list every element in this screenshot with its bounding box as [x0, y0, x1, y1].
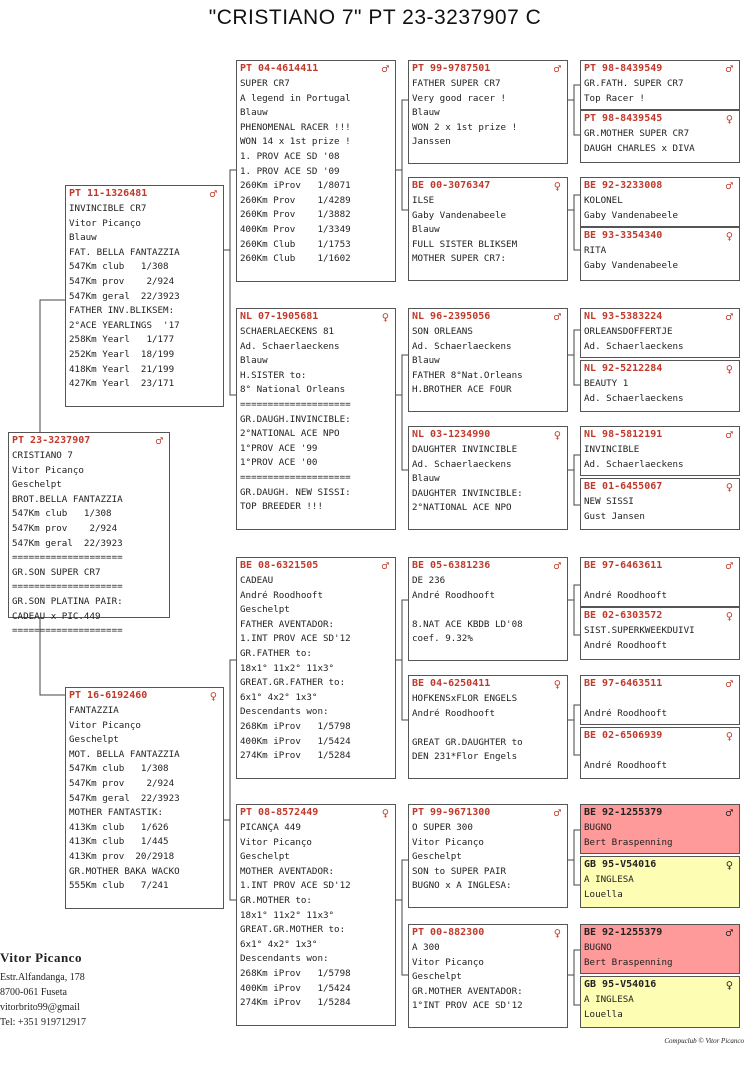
pedigree-card-g11	[580, 675, 740, 725]
ring-number-text: PT 98-8439545	[584, 113, 663, 124]
ring-number	[412, 805, 564, 821]
card-line: 400Km Prov 1/3349	[240, 223, 351, 235]
card-line: Gust Jansen	[584, 510, 645, 522]
pedigree-card-g10	[580, 607, 740, 660]
female-symbol-icon: ♀	[553, 428, 561, 442]
ring-number-text: BE 08-6321505	[240, 560, 319, 571]
card-line: HOFKENSxFLOR ENGELS	[412, 693, 518, 704]
pedigree-card-sire	[65, 185, 224, 407]
card-line: Geschelpt	[69, 734, 119, 746]
card-line: Ad. Schaerlaeckens	[584, 458, 684, 470]
ring-number	[412, 309, 564, 325]
card-line: 260Km Club 1/1602	[240, 253, 351, 265]
pedigree-card-g9	[580, 557, 740, 607]
card-line: PICANÇA 449	[240, 822, 301, 833]
pedigree-card-dd	[236, 804, 396, 1026]
card-line: GREAT GR.DAUGHTER to	[412, 736, 523, 748]
card-line: 6x1° 4x2° 1x3°	[240, 938, 318, 950]
card-line: GR.MOTHER BAKA WACKO	[69, 865, 180, 877]
card-line: 547Km club 1/308	[12, 508, 112, 520]
card-line: Blauw	[69, 232, 97, 244]
card-line: Geschelpt	[240, 604, 290, 616]
ring-number-text: PT 04-4614411	[240, 63, 319, 74]
card-line: 400Km iProv 1/5424	[240, 982, 351, 994]
card-line: GR.MOTHER AVENTADOR:	[412, 985, 523, 997]
card-line: CADEAU	[240, 575, 274, 586]
ring-number	[412, 178, 564, 194]
card-line: Vitor Picanço	[12, 464, 84, 476]
ring-number	[584, 728, 736, 744]
card-line: Descendants won:	[240, 953, 329, 965]
pedigree-card-subject	[8, 432, 170, 637]
female-symbol-icon: ♀	[209, 689, 217, 703]
pedigree-card-dss	[408, 557, 568, 661]
ring-number	[69, 688, 220, 704]
pedigree-card-g14	[580, 856, 740, 908]
card-line: KOLONEL	[584, 195, 623, 206]
owner-postal: 8700-061 Fuseta	[0, 987, 67, 998]
card-line: GREAT.GR.FATHER to:	[240, 677, 346, 689]
pedigree-card-ds	[236, 557, 396, 779]
card-line: 547Km club 1/308	[69, 261, 169, 273]
card-line: 1. PROV ACE SD '08	[240, 150, 340, 162]
card-line: MOTHER FANTASTIK:	[69, 807, 164, 819]
card-line: BEAUTY 1	[584, 378, 629, 389]
card-line: 547Km club 1/308	[69, 763, 169, 775]
card-line: WON 2 x 1st prize !	[412, 121, 518, 133]
card-line: 547Km prov 2/924	[69, 275, 175, 287]
ring-number	[584, 857, 736, 873]
ring-number-text: BE 97-6463511	[584, 678, 663, 689]
card-line: 418Km Yearl 21/199	[69, 363, 175, 375]
pedigree-card-g12	[580, 727, 740, 779]
card-line: Geschelpt	[240, 851, 290, 863]
female-symbol-icon: ♀	[725, 362, 733, 376]
card-line: FULL SISTER BLIKSEM	[412, 238, 518, 250]
card-line: 400Km iProv 1/5424	[240, 735, 351, 747]
male-symbol-icon: ♂	[725, 806, 733, 820]
card-line: 547Km geral 22/3923	[69, 792, 180, 804]
ring-number	[584, 61, 736, 77]
card-line: SON to SUPER PAIR	[412, 865, 507, 877]
male-symbol-icon: ♂	[381, 62, 389, 76]
ring-number-text: PT 11-1326481	[69, 188, 148, 199]
card-line: 1.INT PROV ACE SD'12	[240, 633, 351, 645]
pedigree-card-dam	[65, 687, 224, 909]
card-line	[584, 692, 736, 707]
ring-number	[240, 309, 392, 325]
card-line: ====================	[12, 625, 123, 637]
pedigree-card-g1	[580, 60, 740, 110]
card-line: GR.SON SUPER CR7	[12, 566, 101, 578]
card-line: GR.MOTHER SUPER CR7	[584, 128, 690, 139]
pedigree-card-g5	[580, 308, 740, 358]
ring-number-text: PT 08-8572449	[240, 807, 319, 818]
card-line: Ad. Schaerlaeckens	[240, 340, 340, 352]
card-line: BUGNO x A INGLESA:	[412, 880, 512, 892]
card-line: GR.FATH. SUPER CR7	[584, 78, 684, 89]
card-line: MOT. BELLA FANTAZZIA	[69, 748, 180, 760]
card-line	[584, 744, 736, 759]
female-symbol-icon: ♀	[725, 229, 733, 243]
male-symbol-icon: ♂	[381, 559, 389, 573]
card-line: 1.INT PROV ACE SD'12	[240, 880, 351, 892]
female-symbol-icon: ♀	[725, 112, 733, 126]
ring-number	[412, 558, 564, 574]
card-line: 2°NATIONAL ACE NPO	[240, 428, 340, 440]
ring-number	[69, 186, 220, 202]
male-symbol-icon: ♂	[725, 428, 733, 442]
card-line: 268Km iProv 1/5798	[240, 720, 351, 732]
ring-number	[584, 111, 736, 127]
card-line: Geschelpt	[412, 971, 462, 983]
card-line: Bert Braspenning	[584, 956, 673, 968]
ring-number-text: GB 95-V54016	[584, 859, 657, 870]
card-line: Very good racer !	[412, 92, 507, 104]
card-line: Gaby Vandenabeele	[584, 209, 679, 221]
owner-contact	[0, 950, 180, 1030]
card-line: 8.NAT ACE KBDB LD'08	[412, 618, 523, 630]
male-symbol-icon: ♂	[725, 926, 733, 940]
card-line: 260Km Club 1/1753	[240, 238, 351, 250]
card-line: NEW SISSI	[584, 496, 634, 507]
card-line: 2°ACE YEARLINGS '17	[69, 319, 180, 331]
male-symbol-icon: ♂	[725, 677, 733, 691]
card-line: SUPER CR7	[240, 78, 290, 89]
female-symbol-icon: ♀	[553, 179, 561, 193]
card-line: Louella	[584, 1008, 623, 1020]
female-symbol-icon: ♀	[553, 926, 561, 940]
ring-number-text: NL 96-2395056	[412, 311, 491, 322]
card-line: 274Km iProv 1/5284	[240, 750, 351, 762]
owner-name: Vitor Picanco	[0, 950, 82, 965]
card-line: ORLEANSDOFFERTJE	[584, 326, 673, 337]
ring-number-text: BE 02-6303572	[584, 610, 663, 621]
male-symbol-icon: ♂	[155, 434, 163, 448]
female-symbol-icon: ♀	[725, 729, 733, 743]
female-symbol-icon: ♀	[725, 609, 733, 623]
ring-number-text: BE 92-1255379	[584, 807, 663, 818]
ring-number	[240, 558, 392, 574]
ring-number	[412, 925, 564, 941]
card-line: André Roodhooft	[412, 707, 495, 719]
card-line: GR.DAUGH.INVINCIBLE:	[240, 413, 351, 425]
male-symbol-icon: ♂	[725, 559, 733, 573]
card-line: Geschelpt	[12, 479, 62, 491]
card-line: 268Km iProv 1/5798	[240, 967, 351, 979]
card-line: GR.FATHER to:	[240, 647, 312, 659]
card-line: Ad. Schaerlaeckens	[584, 392, 684, 404]
card-line: ====================	[240, 398, 351, 410]
card-line: 1°INT PROV ACE SD'12	[412, 1000, 523, 1012]
card-line: Ad. Schaerlaeckens	[412, 458, 512, 470]
ring-number-text: BE 02-6506939	[584, 730, 663, 741]
card-line: Descendants won:	[240, 706, 329, 718]
card-line: A INGLESA	[584, 994, 634, 1005]
card-line: FATHER AVENTADOR:	[240, 618, 335, 630]
male-symbol-icon: ♂	[553, 559, 561, 573]
card-line: FATHER SUPER CR7	[412, 78, 501, 89]
card-line: INVINCIBLE	[584, 444, 640, 455]
card-line: 18x1° 11x2° 11x3°	[240, 662, 335, 674]
card-line: Geschelpt	[412, 851, 462, 863]
pedigree-card-dds	[408, 804, 568, 908]
pedigree-card-sss	[408, 60, 568, 164]
card-line: GR.DAUGH. NEW SISSI:	[240, 486, 351, 498]
card-line: 1. PROV ACE SD '09	[240, 165, 340, 177]
ring-number	[584, 228, 736, 244]
card-line: 2°NATIONAL ACE NPO	[412, 502, 512, 514]
pedigree-card-g4	[580, 227, 740, 281]
ring-number-text: BE 93-3354340	[584, 230, 663, 241]
ring-number	[240, 61, 392, 77]
male-symbol-icon: ♂	[553, 62, 561, 76]
card-line: André Roodhooft	[412, 589, 495, 601]
card-line: Gaby Vandenabeele	[412, 209, 507, 221]
male-symbol-icon: ♂	[725, 310, 733, 324]
ring-number-text: BE 05-6381236	[412, 560, 491, 571]
ring-number-text: PT 16-6192460	[69, 690, 148, 701]
card-line: Vitor Picanço	[412, 956, 484, 968]
ring-number	[584, 977, 736, 993]
card-line: André Roodhooft	[584, 639, 667, 651]
card-line: BROT.BELLA FANTAZZIA	[12, 493, 123, 505]
pedigree-card-ss	[236, 60, 396, 282]
card-line: ILSE	[412, 195, 435, 206]
card-line: BUGNO	[584, 822, 612, 833]
card-line	[412, 603, 564, 618]
ring-number-text: PT 99-9671300	[412, 807, 491, 818]
card-line: DE 236	[412, 575, 446, 586]
card-line: Blauw	[412, 355, 440, 367]
ring-number	[412, 61, 564, 77]
ring-number	[412, 676, 564, 692]
card-line: MOTHER SUPER CR7:	[412, 253, 507, 265]
card-line: 413Km prov 20/2918	[69, 850, 175, 862]
owner-address: Estr.Alfandanga, 178	[0, 972, 85, 983]
ring-number-text: PT 23-3237907	[12, 435, 91, 446]
card-line: A legend in Portugal	[240, 92, 351, 104]
male-symbol-icon: ♂	[725, 179, 733, 193]
card-line: SIST.SUPERKWEEKDUIVI	[584, 625, 695, 636]
pedigree-card-g6	[580, 360, 740, 412]
card-line: TOP BREEDER !!!	[240, 501, 323, 513]
ring-number-text: BE 92-1255379	[584, 927, 663, 938]
ring-number-text: NL 07-1905681	[240, 311, 319, 322]
pedigree-card-ddd	[408, 924, 568, 1028]
card-line: H.SISTER to:	[240, 369, 307, 381]
card-line: Louella	[584, 888, 623, 900]
card-line: Blauw	[412, 107, 440, 119]
ring-number-text: BE 04-6250411	[412, 678, 491, 689]
owner-phone: Tel: +351 919712917	[0, 1017, 87, 1028]
card-line: GR.SON PLATINA PAIR:	[12, 595, 123, 607]
ring-number	[584, 925, 736, 941]
card-line: FATHER INV.BLIKSEM:	[69, 305, 175, 317]
card-line: Blauw	[240, 355, 268, 367]
ring-number	[584, 676, 736, 692]
card-line: 555Km club 7/241	[69, 880, 169, 892]
card-line: André Roodhooft	[584, 589, 667, 601]
pedigree-card-g16	[580, 976, 740, 1028]
card-line: Blauw	[240, 107, 268, 119]
card-line: A INGLESA	[584, 874, 634, 885]
ring-number-text: PT 98-8439549	[584, 63, 663, 74]
card-line: 547Km geral 22/3923	[69, 290, 180, 302]
card-line: INVINCIBLE CR7	[69, 203, 147, 214]
card-line: Blauw	[412, 224, 440, 236]
card-line: MOTHER AVENTADOR:	[240, 865, 335, 877]
card-line: André Roodhooft	[240, 589, 323, 601]
card-line: Bert Braspenning	[584, 836, 673, 848]
card-line: 258Km Yearl 1/177	[69, 334, 175, 346]
pedigree-card-g15	[580, 924, 740, 974]
card-line: coef. 9.32%	[412, 633, 473, 645]
card-line: André Roodhooft	[584, 707, 667, 719]
female-symbol-icon: ♀	[381, 806, 389, 820]
male-symbol-icon: ♂	[553, 310, 561, 324]
card-line: Top Racer !	[584, 92, 645, 104]
card-line: André Roodhooft	[584, 759, 667, 771]
card-line: Vitor Picanço	[69, 719, 141, 731]
ring-number-text: NL 92-5212284	[584, 363, 663, 374]
card-line: ====================	[12, 552, 123, 564]
ring-number-text: BE 01-6455067	[584, 481, 663, 492]
card-line: 8° National Orleans	[240, 384, 346, 396]
ring-number-text: PT 99-9787501	[412, 63, 491, 74]
page-title: "CRISTIANO 7" PT 23-3237907 C	[208, 6, 542, 29]
card-line: Vitor Picanço	[240, 836, 312, 848]
ring-number-text: BE 92-3233008	[584, 180, 663, 191]
ring-number	[584, 608, 736, 624]
ring-number-text: NL 98-5812191	[584, 429, 663, 440]
card-line: CADEAU x PIC.449	[12, 610, 101, 622]
card-line: H.BROTHER ACE FOUR	[412, 384, 512, 396]
card-line: A 300	[412, 942, 440, 953]
card-line: FANTAZZIA	[69, 705, 119, 716]
card-line: DAUGH CHARLES x DIVA	[584, 142, 695, 154]
female-symbol-icon: ♀	[381, 310, 389, 324]
male-symbol-icon: ♂	[553, 806, 561, 820]
card-line: DEN 231*Flor Engels	[412, 751, 518, 763]
card-line: 1°PROV ACE '99	[240, 442, 318, 454]
ring-number	[584, 427, 736, 443]
card-line: 6x1° 4x2° 1x3°	[240, 691, 318, 703]
card-line: 252Km Yearl 18/199	[69, 348, 175, 360]
ring-number-text: NL 93-5383224	[584, 311, 663, 322]
card-line: RITA	[584, 245, 607, 256]
ring-number	[412, 427, 564, 443]
ring-number	[12, 433, 166, 449]
pedigree-card-g3	[580, 177, 740, 227]
card-line: Vitor Picanço	[412, 836, 484, 848]
card-line: BUGNO	[584, 942, 612, 953]
card-line: FATHER 8°Nat.Orleans	[412, 369, 523, 381]
card-line: 547Km prov 2/924	[69, 777, 175, 789]
card-line: WON 14 x 1st prize !	[240, 136, 351, 148]
ring-number	[584, 309, 736, 325]
card-line: GREAT.GR.MOTHER to:	[240, 924, 346, 936]
card-line: 260Km Prov 1/4289	[240, 194, 351, 206]
male-symbol-icon: ♂	[725, 62, 733, 76]
card-line: FAT. BELLA FANTAZZIA	[69, 246, 180, 258]
card-line	[412, 721, 564, 736]
card-line: Vitor Picanço	[69, 217, 141, 229]
card-line: 1°PROV ACE '00	[240, 457, 318, 469]
card-line: GR.MOTHER to:	[240, 894, 312, 906]
ring-number	[584, 479, 736, 495]
pedigree-card-dsd	[408, 675, 568, 779]
card-line: 547Km prov 2/924	[12, 522, 118, 534]
card-line: 413Km club 1/626	[69, 821, 169, 833]
ring-number-text: NL 03-1234990	[412, 429, 491, 440]
card-line: ====================	[240, 471, 351, 483]
card-line: SON ORLEANS	[412, 326, 473, 337]
ring-number-text: PT 00-882300	[412, 927, 485, 938]
pedigree-card-sdd	[408, 426, 568, 530]
card-line	[584, 574, 736, 589]
ring-number	[584, 558, 736, 574]
card-line: PHENOMENAL RACER !!!	[240, 121, 351, 133]
card-line: DAUGHTER INVINCIBLE:	[412, 487, 523, 499]
card-line: 260Km Prov 1/3882	[240, 209, 351, 221]
card-line: Ad. Schaerlaeckens	[584, 340, 684, 352]
card-line: 274Km iProv 1/5284	[240, 997, 351, 1009]
female-symbol-icon: ♀	[725, 480, 733, 494]
card-line: 547Km geral 22/3923	[12, 537, 123, 549]
card-line: DAUGHTER INVINCIBLE	[412, 444, 518, 455]
card-line: O SUPER 300	[412, 822, 473, 833]
card-line: CRISTIANO 7	[12, 450, 73, 461]
software-credit: Compuclub © Vitor Picanco	[664, 1037, 744, 1045]
card-line: 260Km iProv 1/8071	[240, 180, 351, 192]
pedigree-card-ssd	[408, 177, 568, 281]
pedigree-card-sd	[236, 308, 396, 530]
female-symbol-icon: ♀	[725, 978, 733, 992]
card-line: 413Km club 1/445	[69, 836, 169, 848]
ring-number-text: GB 95-V54016	[584, 979, 657, 990]
ring-number	[584, 361, 736, 377]
card-line: 18x1° 11x2° 11x3°	[240, 909, 335, 921]
female-symbol-icon: ♀	[553, 677, 561, 691]
card-line: Janssen	[412, 136, 451, 148]
male-symbol-icon: ♂	[209, 187, 217, 201]
card-line: Gaby Vandenabeele	[584, 259, 679, 271]
pedigree-card-sds	[408, 308, 568, 412]
card-line: Ad. Schaerlaeckens	[412, 340, 512, 352]
pedigree-card-g13	[580, 804, 740, 854]
pedigree-card-g7	[580, 426, 740, 476]
pedigree-card-g8	[580, 478, 740, 530]
pedigree-card-g2	[580, 110, 740, 163]
card-line: 427Km Yearl 23/171	[69, 378, 175, 390]
card-line: SCHAERLAECKENS 81	[240, 326, 335, 337]
card-line: Blauw	[412, 473, 440, 485]
female-symbol-icon: ♀	[725, 858, 733, 872]
ring-number	[584, 805, 736, 821]
ring-number	[240, 805, 392, 821]
card-line: ====================	[12, 581, 123, 593]
ring-number	[584, 178, 736, 194]
owner-email: vitorbrito99@gmail	[0, 1002, 80, 1013]
ring-number-text: BE 97-6463611	[584, 560, 663, 571]
ring-number-text: BE 00-3076347	[412, 180, 491, 191]
